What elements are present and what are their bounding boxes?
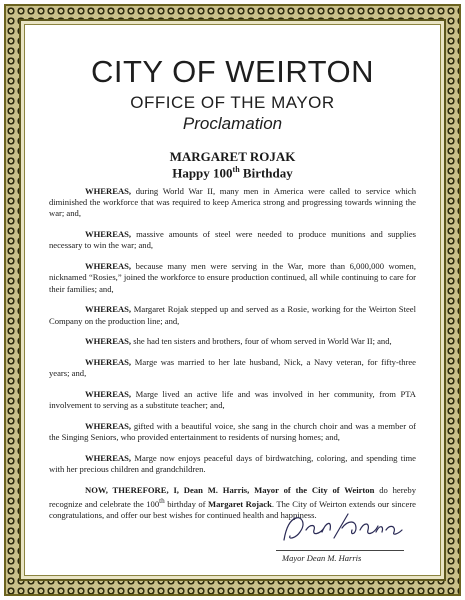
closing-text-2: birthday of bbox=[164, 499, 208, 510]
whereas-paragraph bbox=[49, 229, 416, 251]
whereas-lead: WHEREAS, bbox=[85, 421, 132, 432]
proclamation-body bbox=[49, 186, 416, 531]
whereas-paragraph bbox=[49, 336, 416, 347]
handwritten-signature bbox=[276, 510, 406, 548]
whereas-lead: WHEREAS, bbox=[85, 229, 132, 240]
whereas-text: Margaret Rojak stepped up and served as a Rosie, working for the Weirton Steel Company on the production line; and, bbox=[49, 304, 416, 326]
closing-text-1: do hereby recognize and celebrate the 100 bbox=[49, 485, 416, 510]
whereas-lead: WHEREAS, bbox=[85, 389, 132, 400]
whereas-text: she had ten sisters and brothers, four of whom served in World War II; and, bbox=[131, 336, 392, 347]
occasion-superscript: th bbox=[232, 165, 240, 174]
whereas-text: Marge was married to her late husband, Nick, a Navy veteran, for fifty-three years; and, bbox=[49, 357, 416, 379]
office-title: OFFICE OF THE MAYOR bbox=[130, 93, 335, 112]
whereas-text: during World War II, many men in America were called to service which diminished the workforce that was required to keep America strong and progressing towards winning the war; and, bbox=[49, 186, 416, 219]
occasion-prefix: Happy 100 bbox=[172, 165, 233, 181]
whereas-text: Marge lived an active life and was involved in her community, from PTA involvement to serving as a substitute teacher; and, bbox=[49, 389, 416, 411]
proclamation-heading: Proclamation bbox=[182, 114, 283, 133]
whereas-lead: WHEREAS, bbox=[85, 261, 132, 272]
whereas-paragraph bbox=[49, 453, 416, 475]
closing-superscript: th bbox=[159, 497, 165, 506]
whereas-lead: WHEREAS, bbox=[85, 304, 132, 315]
whereas-lead: WHEREAS, bbox=[85, 186, 132, 196]
honoree-name: MARGARET ROJAK bbox=[169, 149, 296, 164]
document-content bbox=[24, 24, 441, 576]
whereas-lead: WHEREAS, bbox=[85, 336, 132, 347]
city-title: CITY OF WEIRTON bbox=[90, 54, 375, 89]
whereas-text: gifted with a beautiful voice, she sang in the church choir and was a member of the Singing Seniors, who provided entertainment to residents of nursing homes; and, bbox=[49, 421, 416, 443]
closing-honoree-name: Margaret Rojack bbox=[208, 499, 272, 510]
closing-text-3: . The City of Weirton extends our sincere congratulations, and offer our best wishes for continued health and happiness. bbox=[49, 499, 416, 521]
occasion-title bbox=[24, 165, 441, 181]
whereas-lead: WHEREAS, bbox=[85, 453, 132, 464]
whereas-text: because many men were serving in the War, more than 6,000,000 women, nicknamed “Rosies,” joined the workforce to ensure production continued, all while continuing to care for their families; and, bbox=[49, 261, 416, 294]
closing-lead: NOW, THEREFORE, I, Dean M. Harris, Mayor of the City of Weirton bbox=[85, 485, 375, 496]
signature-line bbox=[276, 550, 404, 551]
signature-caption: Mayor Dean M. Harris bbox=[282, 553, 362, 563]
whereas-paragraph bbox=[49, 261, 416, 295]
whereas-paragraph bbox=[49, 389, 416, 411]
whereas-paragraph bbox=[49, 357, 416, 379]
whereas-text: massive amounts of steel were needed to produce munitions and supplies necessary to win the war; and, bbox=[49, 229, 416, 251]
whereas-text: Marge now enjoys peaceful days of birdwatching, coloring, and spending time with her precious children and grandchildren. bbox=[49, 453, 416, 475]
whereas-paragraph bbox=[49, 304, 416, 326]
whereas-paragraph bbox=[49, 186, 416, 220]
whereas-lead: WHEREAS, bbox=[85, 357, 132, 368]
whereas-paragraph bbox=[49, 421, 416, 443]
occasion-suffix: Birthday bbox=[239, 165, 293, 181]
